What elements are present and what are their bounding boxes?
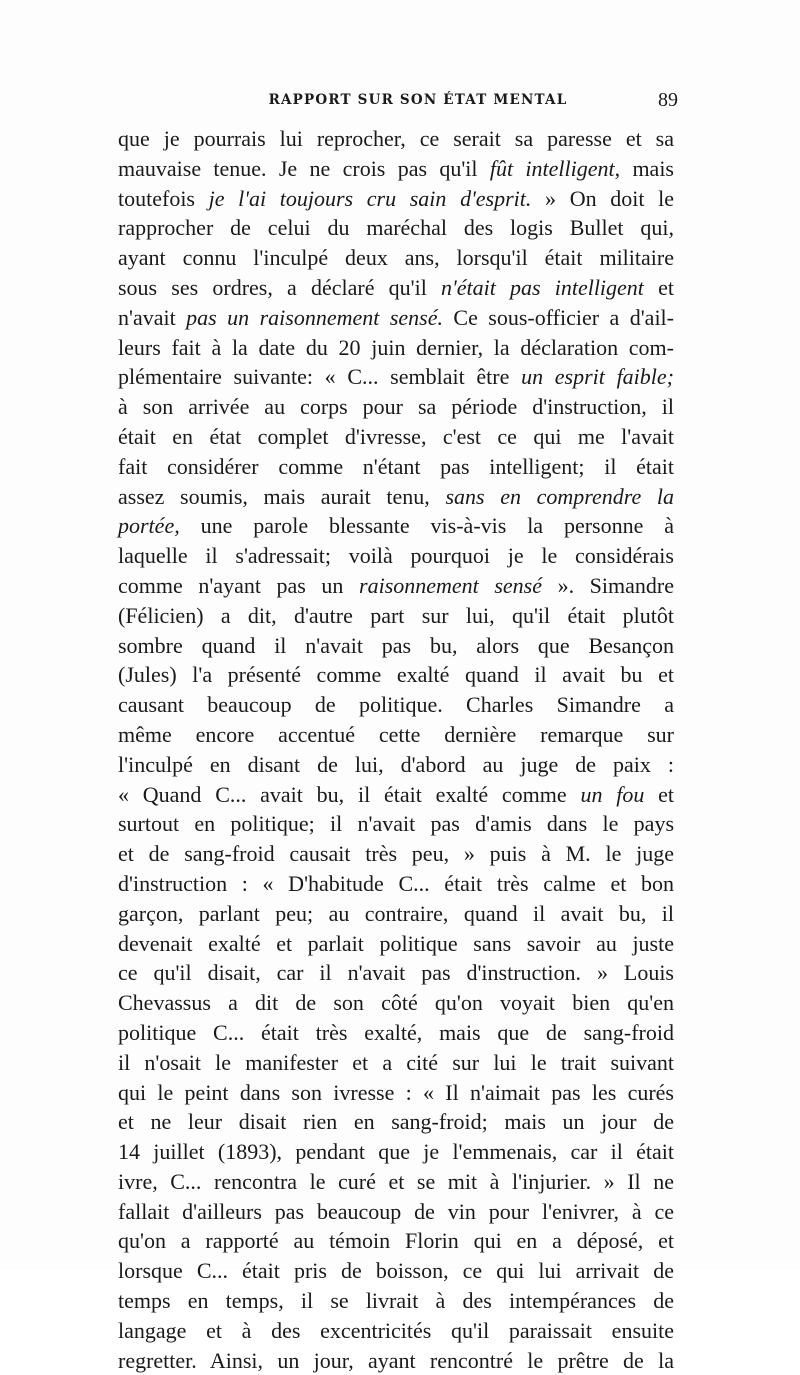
text-segment: Ce sous-officier a d'ail- (442, 304, 674, 330)
text-segment: langage et à des excentricités qu'il paraissait ensuite (118, 1317, 674, 1343)
body-text (118, 124, 674, 1375)
text-line (118, 571, 674, 601)
text-line (118, 1167, 674, 1197)
text-line (118, 511, 674, 541)
text-line (118, 690, 674, 720)
text-line (118, 1018, 674, 1048)
text-segment: devenait exalté et parlait politique sans savoir au juste (118, 930, 674, 956)
text-segment: rapprocher de celui du maréchal des logis Bullet qui, (118, 215, 674, 241)
text-segment: mauvaise tenue. Je ne crois pas qu'il (118, 155, 490, 181)
text-segment: surtout en politique; il n'avait pas d'amis dans le pays (118, 811, 674, 837)
text-segment: ayant connu l'inculpé deux ans, lorsqu'il était militaire (118, 245, 674, 271)
text-segment: d'instruction : « D'habitude C... était très calme et bon (118, 870, 674, 896)
text-line (118, 1226, 674, 1256)
text-line (118, 839, 674, 869)
italic-text: n'était pas intelligent (441, 274, 644, 300)
italic-text: un esprit faible; (521, 364, 674, 390)
text-line (118, 988, 674, 1018)
text-line (118, 780, 674, 810)
text-line (118, 1256, 674, 1286)
italic-text: sans en comprendre la (445, 483, 675, 509)
text-segment: leurs fait à la date du 20 juin dernier, la déclaration com- (118, 334, 674, 360)
text-segment: assez soumis, mais aurait tenu, (118, 483, 446, 509)
text-segment: 14 juillet (1893), pendant que je l'emmenais, car il était (118, 1139, 674, 1165)
text-line (118, 303, 674, 333)
text-line (118, 154, 674, 184)
text-line (118, 184, 674, 214)
text-segment: une parole blessante vis-à-vis la personne à (179, 513, 674, 539)
text-segment: regretter. Ainsi, un jour, ayant rencontré le prêtre de la (118, 1347, 674, 1373)
text-line (118, 929, 674, 959)
page-number: 89 (658, 89, 678, 111)
text-segment: ». Simandre (542, 572, 674, 598)
text-segment: temps en temps, il se livrait à des intempérances de (118, 1288, 674, 1314)
italic-text: fût intelligent (489, 155, 615, 181)
text-line (118, 1286, 674, 1316)
text-segment: (Félicien) a dit, d'autre part sur lui, qu'il était plutôt (118, 602, 674, 628)
text-segment: (Jules) l'a présenté comme exalté quand il avait bu et (118, 662, 674, 688)
text-line (118, 333, 674, 363)
text-line (118, 124, 674, 154)
text-line (118, 1107, 674, 1137)
text-line (118, 1346, 674, 1375)
text-line (118, 213, 674, 243)
text-segment: fallait d'ailleurs pas beaucoup de vin pour l'enivrer, à ce (118, 1198, 674, 1224)
text-line (118, 1137, 674, 1167)
text-line (118, 1048, 674, 1078)
italic-text: je l'ai toujours cru sain d'esprit. (208, 185, 532, 211)
text-segment: comme n'ayant pas un (118, 572, 360, 598)
text-line (118, 899, 674, 929)
text-line (118, 631, 674, 661)
text-line (118, 541, 674, 571)
text-segment: ivre, C... rencontra le curé et se mit à l'injurier. » Il ne (118, 1168, 674, 1194)
italic-text: pas un raisonnement sensé. (186, 304, 443, 330)
text-segment: » On doit le (531, 185, 674, 211)
text-segment: ce qu'il disait, car il n'avait pas d'instruction. » Louis (118, 960, 674, 986)
text-line (118, 1316, 674, 1346)
text-line (118, 869, 674, 899)
text-segment: politique C... était très exalté, mais que de sang-froid (118, 1019, 674, 1045)
text-line (118, 392, 674, 422)
text-line (118, 482, 674, 512)
text-line (118, 958, 674, 988)
running-head (118, 89, 678, 120)
text-segment: garçon, parlant peu; au contraire, quand il avait bu, il (118, 900, 674, 926)
text-segment: à son arrivée au corps pour sa période d'instruction, il (118, 394, 674, 420)
running-title: RAPPORT SUR SON ÉTAT MENTAL (268, 92, 568, 108)
text-line (118, 273, 674, 303)
text-segment: sous ses ordres, a déclaré qu'il (118, 274, 441, 300)
text-line (118, 720, 674, 750)
text-line (118, 809, 674, 839)
italic-text: raisonnement sensé (359, 572, 543, 598)
text-segment: et de sang-froid causait très peu, » puis à M. le juge (118, 841, 674, 867)
text-line (118, 601, 674, 631)
text-line (118, 750, 674, 780)
italic-text: un fou (580, 781, 645, 807)
text-segment: , mais (614, 155, 674, 181)
text-segment: que je pourrais lui reprocher, ce serait sa paresse et sa (118, 126, 674, 151)
text-segment: même encore accentué cette dernière remarque sur (118, 721, 674, 747)
text-segment: et ne leur disait rien en sang-froid; mais un jour de (118, 1109, 674, 1135)
text-segment: il n'osait le manifester et a cité sur lui le trait suivant (118, 1049, 674, 1075)
text-segment: toutefois (118, 185, 209, 211)
text-line (118, 1078, 674, 1108)
text-segment: lorsque C... était pris de boisson, ce qui lui arrivait de (118, 1258, 674, 1284)
text-segment: qu'on a rapporté au témoin Florin qui en a déposé, et (118, 1228, 674, 1254)
text-segment: causant beaucoup de politique. Charles Simandre a (118, 692, 674, 718)
text-segment: l'inculpé en disant de lui, d'abord au juge de paix : (118, 751, 674, 777)
text-segment: n'avait (118, 304, 187, 330)
text-segment: qui le peint dans son ivresse : « Il n'aimait pas les curés (118, 1079, 674, 1105)
text-segment: Chevassus a dit de son côté qu'on voyait bien qu'en (118, 990, 674, 1016)
text-segment: laquelle il s'adressait; voilà pourquoi je le considérais (118, 543, 674, 569)
text-segment: sombre quand il n'avait pas bu, alors que Besançon (118, 632, 674, 658)
text-line (118, 452, 674, 482)
text-segment: et (644, 781, 674, 807)
text-segment: fait considérer comme n'étant pas intelligent; il était (118, 453, 674, 479)
text-segment: « Quand C... avait bu, il était exalté comme (118, 781, 581, 807)
text-segment: et (643, 274, 674, 300)
text-line (118, 660, 674, 690)
text-line (118, 1197, 674, 1227)
text-line (118, 243, 674, 273)
text-line (118, 362, 674, 392)
text-line (118, 422, 674, 452)
text-segment: était en état complet d'ivresse, c'est ce qui me l'avait (118, 423, 674, 449)
text-segment: plémentaire suivante: « C... semblait être (118, 364, 522, 390)
italic-text: portée, (118, 513, 180, 539)
